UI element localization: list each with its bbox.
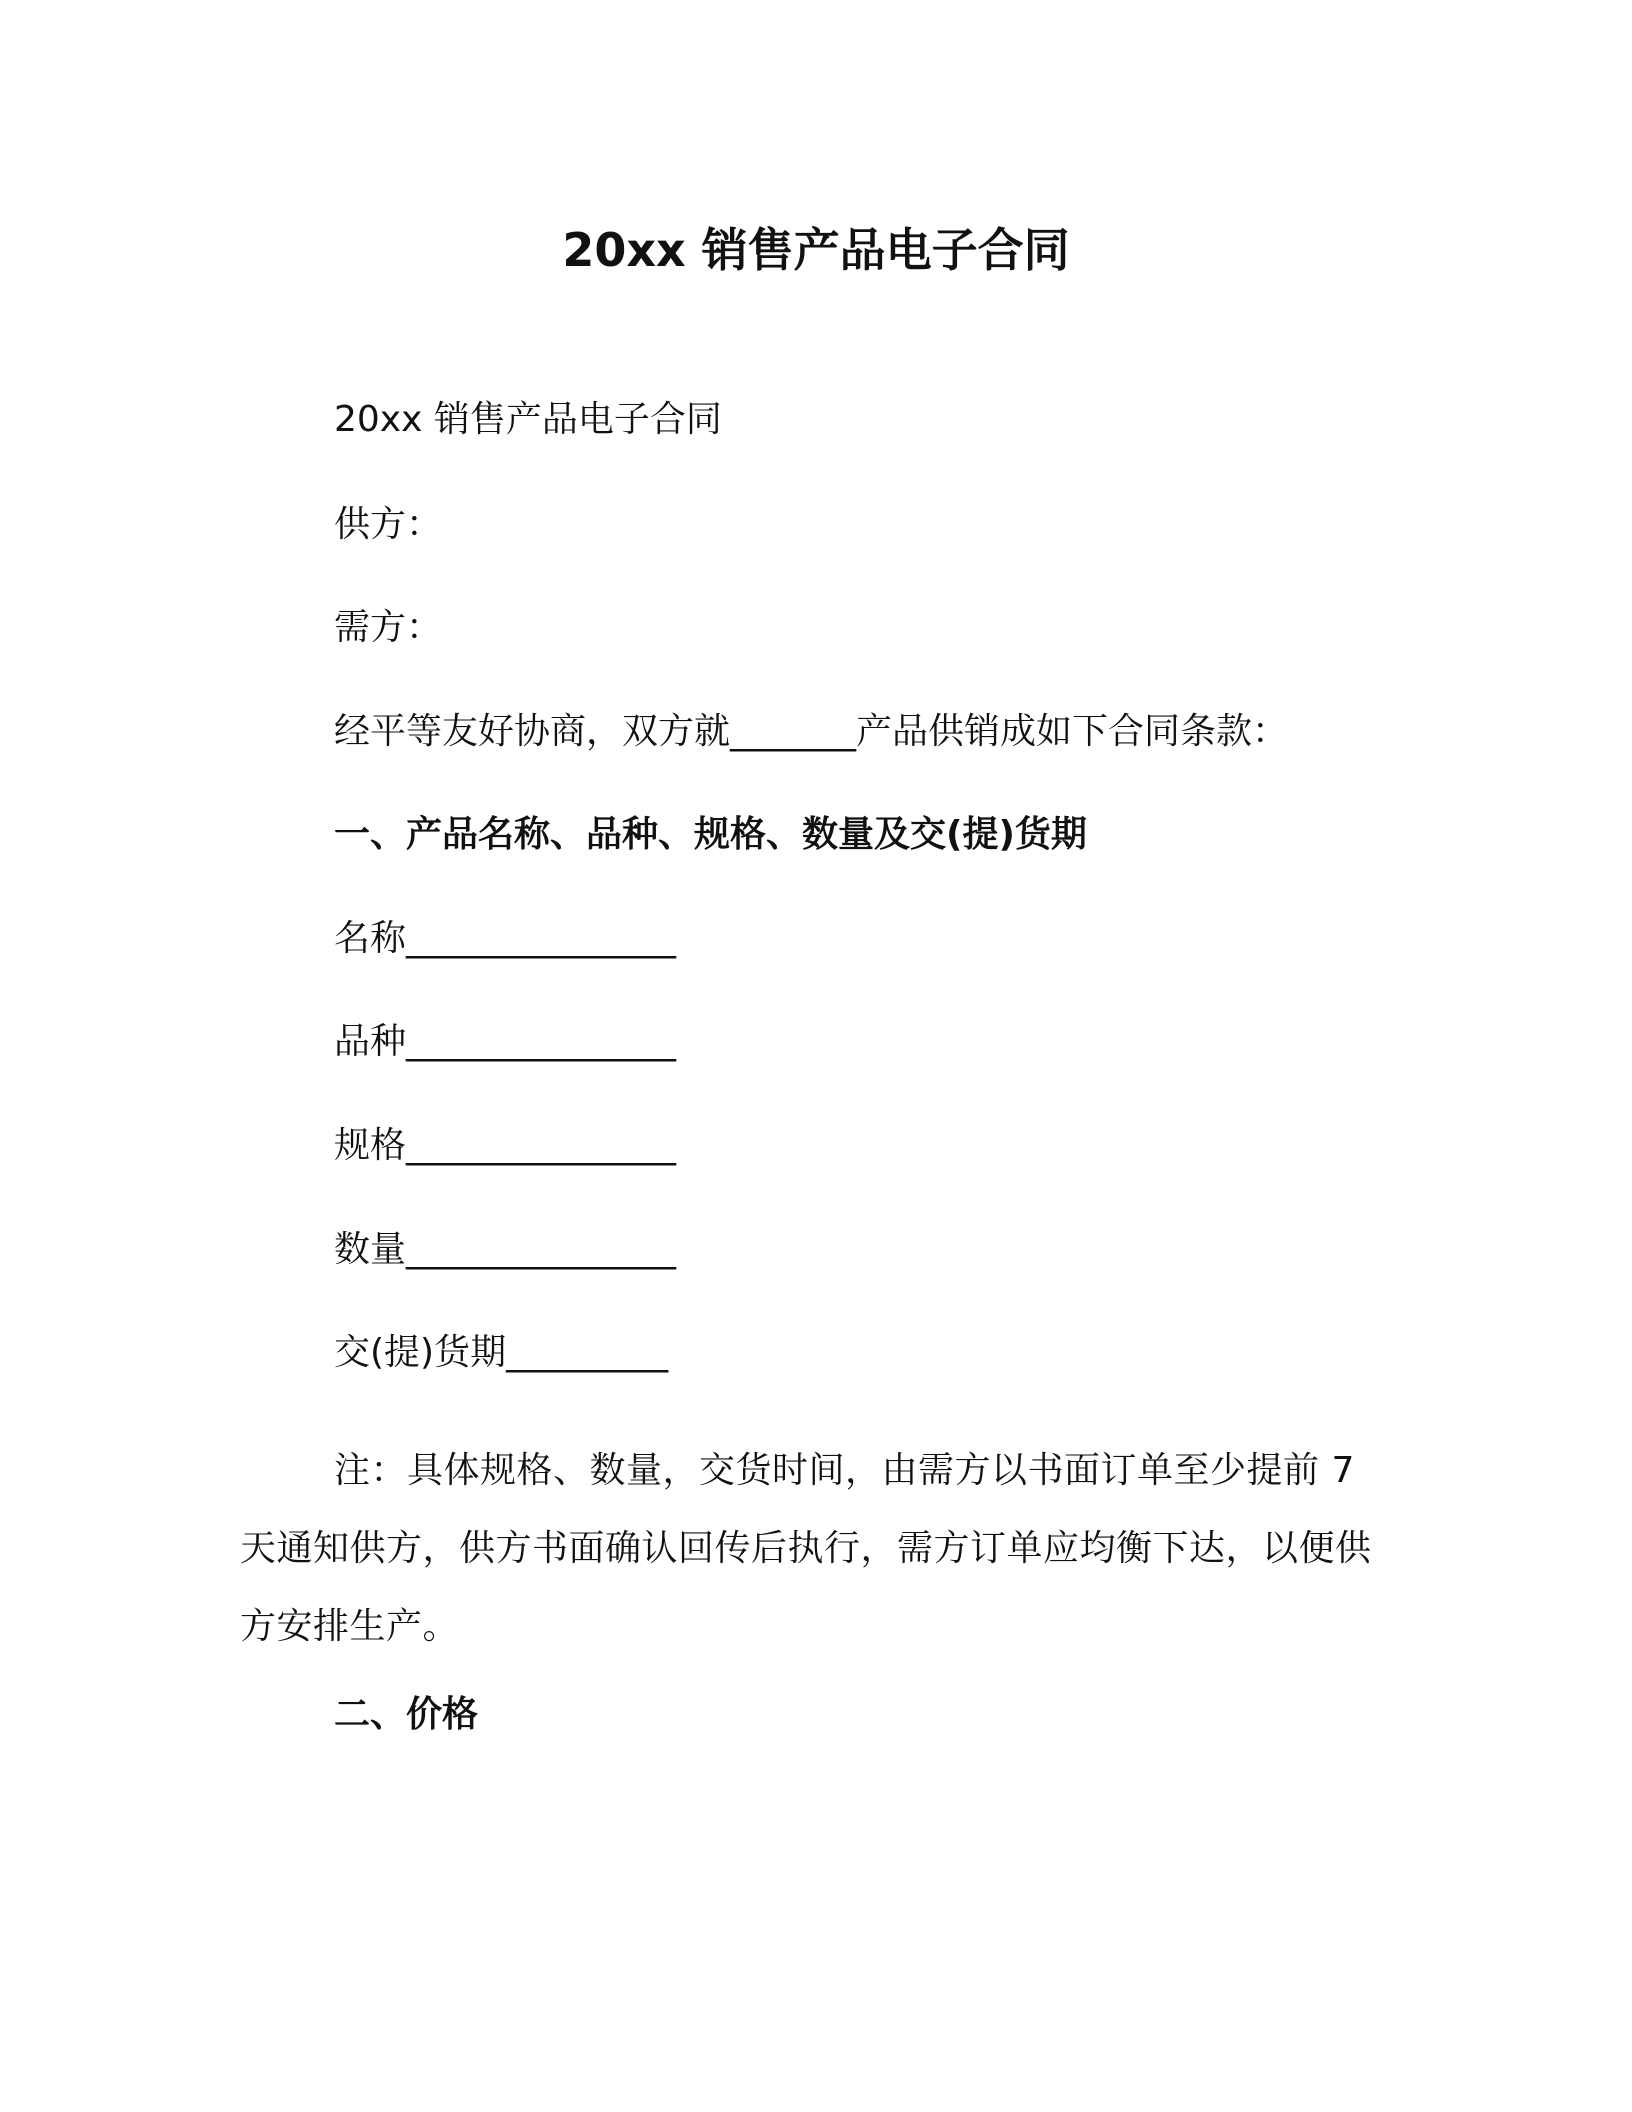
field-variety: 品种_______________ — [334, 1021, 677, 1062]
supplier-label: 供方： — [334, 504, 443, 545]
field-name: 名称_______________ — [334, 918, 677, 959]
note-paragraph: 注：具体规格、数量，交货时间，由需方以书面订单至少提前 7 天通知供方，供方书面确认回传后执行，需方订单应均衡下达，以便供方安排生产。 — [240, 1450, 1372, 1647]
document-title: 20xx 销售产品电子合同 — [562, 223, 1070, 277]
field-quantity: 数量_______________ — [334, 1229, 677, 1270]
contract-subtitle: 20xx 销售产品电子合同 — [334, 399, 722, 440]
section-1-heading: 一、产品名称、品种、规格、数量及交(提)货期 — [334, 814, 1087, 855]
intro-paragraph: 经平等友好协商，双方就_______产品供销成如下合同条款： — [334, 711, 1289, 752]
buyer-label: 需方： — [334, 607, 443, 648]
section-2-heading: 二、价格 — [334, 1694, 479, 1735]
field-specification: 规格_______________ — [334, 1125, 677, 1166]
field-delivery-date: 交(提)货期_________ — [334, 1332, 669, 1373]
